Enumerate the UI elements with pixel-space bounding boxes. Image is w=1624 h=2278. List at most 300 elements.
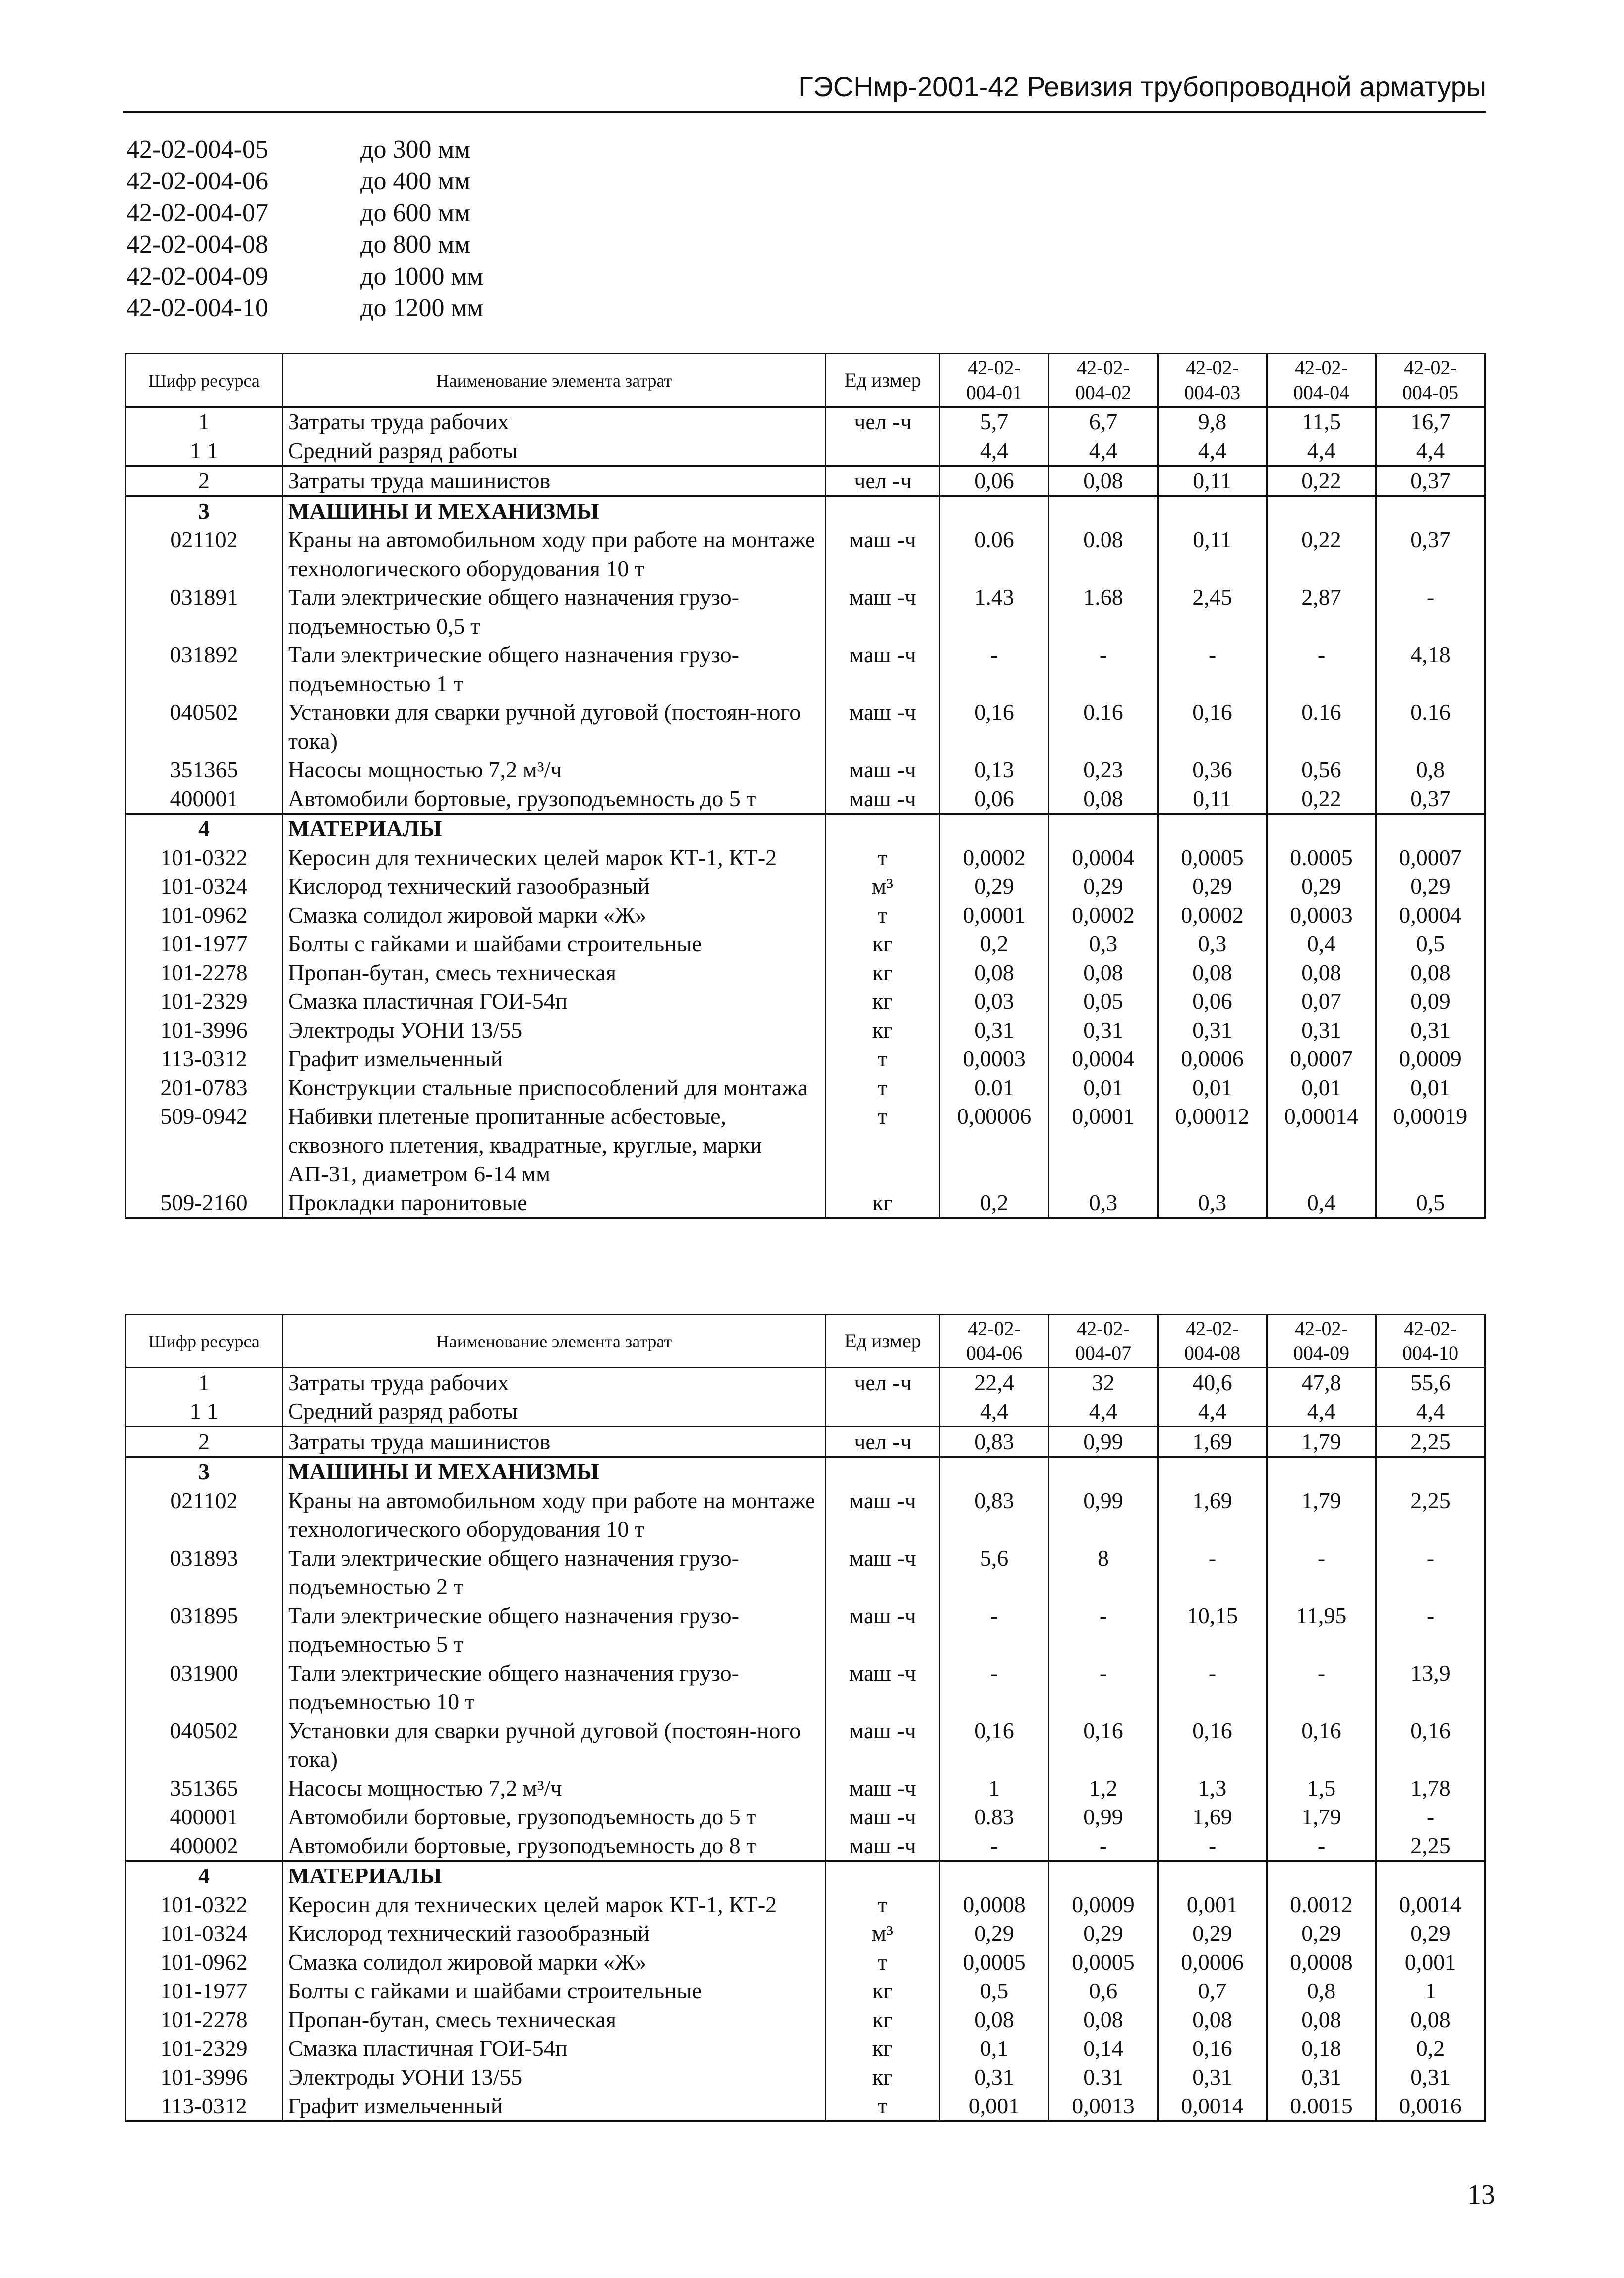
cost-element-name-cell: Керосин для технических целей марок КТ-1, КТ-2 xyxy=(283,1890,826,1919)
value-cell: 55,6 xyxy=(1376,1368,1485,1398)
value-cell: 4,4 xyxy=(1158,436,1267,466)
value-cell: 0,01 xyxy=(1267,1073,1376,1102)
item-description: до 300 мм xyxy=(360,135,471,164)
resource-code-cell: 101-3996 xyxy=(126,2063,283,2092)
value-cell: 1 xyxy=(1376,1977,1485,2005)
value-cell: 0,13 xyxy=(940,756,1049,784)
value-cell: 0,0002 xyxy=(1049,901,1158,930)
code-list-item xyxy=(126,134,483,166)
resource-code-cell: 031900 xyxy=(126,1659,283,1716)
value-cell: 4,4 xyxy=(1267,1397,1376,1427)
unit-cell: маш -ч xyxy=(826,526,940,583)
value-cell: 0,001 xyxy=(1158,1890,1267,1919)
table-row xyxy=(126,987,1485,1016)
value-cell xyxy=(1049,1861,1158,1891)
unit-cell: т xyxy=(826,1073,940,1102)
value-cell: - xyxy=(940,1601,1049,1659)
resource-code-cell: 509-2160 xyxy=(126,1188,283,1218)
value-cell xyxy=(1158,1861,1267,1891)
value-cell: 0,0005 xyxy=(940,1948,1049,1977)
unit-cell: т xyxy=(826,843,940,872)
resource-code-cell: 4 xyxy=(126,1861,283,1891)
cost-element-name-cell: Тали электрические общего назначения грузо-подъемностью 1 т xyxy=(283,641,826,698)
header-col-1: 42-02- 004-06 xyxy=(940,1315,1049,1368)
value-cell: 0,09 xyxy=(1376,987,1485,1016)
value-cell: 0,06 xyxy=(1158,987,1267,1016)
table-row xyxy=(126,583,1485,641)
value-cell xyxy=(940,1457,1049,1487)
code-list-item xyxy=(126,292,483,324)
value-cell xyxy=(1158,496,1267,526)
cost-element-name-cell: Насосы мощностью 7,2 м³/ч xyxy=(283,1774,826,1803)
table-row xyxy=(126,901,1485,930)
value-cell: 0,31 xyxy=(1267,1016,1376,1045)
resource-code-cell: 1 xyxy=(126,1368,283,1398)
resource-code-cell: 101-2329 xyxy=(126,2034,283,2063)
value-cell: 0,0005 xyxy=(1158,843,1267,872)
value-cell: 0,08 xyxy=(1158,958,1267,987)
value-cell: 0.16 xyxy=(1049,698,1158,756)
header-code: Шифр ресурса xyxy=(126,1315,283,1368)
unit-cell: кг xyxy=(826,1188,940,1218)
value-cell: 9,8 xyxy=(1158,407,1267,437)
value-cell: 10,15 xyxy=(1158,1601,1267,1659)
value-cell: - xyxy=(1267,641,1376,698)
value-cell xyxy=(1376,496,1485,526)
value-cell xyxy=(1049,496,1158,526)
item-code: 42-02-004-08 xyxy=(126,231,268,259)
value-cell: 0,00019 xyxy=(1376,1102,1485,1188)
cost-element-name-cell: Конструкции стальные приспособлений для монтажа xyxy=(283,1073,826,1102)
value-cell: 0.0012 xyxy=(1267,1890,1376,1919)
table-row xyxy=(126,466,1485,496)
unit-cell: чел -ч xyxy=(826,1368,940,1398)
resource-code-cell: 1 1 xyxy=(126,436,283,466)
table-row xyxy=(126,1948,1485,1977)
unit-cell: т xyxy=(826,1948,940,1977)
unit-cell: кг xyxy=(826,930,940,958)
resource-code-cell: 101-3996 xyxy=(126,1016,283,1045)
unit-cell: кг xyxy=(826,1016,940,1045)
cost-element-name-cell: Тали электрические общего назначения грузо-подъемностью 10 т xyxy=(283,1659,826,1716)
value-cell: 1,69 xyxy=(1158,1803,1267,1831)
cost-element-name-cell: Установки для сварки ручной дуговой (постоян-ного тока) xyxy=(283,1716,826,1774)
value-cell: 0,0004 xyxy=(1376,901,1485,930)
value-cell: 0,18 xyxy=(1267,2034,1376,2063)
cost-element-name-cell: Краны на автомобильном ходу при работе на монтаже технологического оборудования 10 т xyxy=(283,526,826,583)
value-cell: 0,2 xyxy=(940,930,1049,958)
header-unit: Ед измер xyxy=(826,1315,940,1368)
value-cell: 0,00014 xyxy=(1267,1102,1376,1188)
resource-code-cell: 400002 xyxy=(126,1831,283,1861)
value-cell: 11,95 xyxy=(1267,1601,1376,1659)
code-list xyxy=(126,134,483,324)
unit-cell: кг xyxy=(826,2005,940,2034)
value-cell: 0,37 xyxy=(1376,526,1485,583)
resource-code-cell: 3 xyxy=(126,1457,283,1487)
table-row xyxy=(126,843,1485,872)
value-cell xyxy=(1049,814,1158,844)
value-cell: 40,6 xyxy=(1158,1368,1267,1398)
value-cell: 1,79 xyxy=(1267,1427,1376,1457)
cost-element-name-cell: Кислород технический газообразный xyxy=(283,872,826,901)
resource-code-cell: 101-2329 xyxy=(126,987,283,1016)
item-description: до 1000 мм xyxy=(360,262,484,291)
resource-code-cell: 3 xyxy=(126,496,283,526)
cost-element-name-cell: Набивки плетеные пропитанные асбестовые, сквозного плетения, квадратные, круглые, марки АП-31, диаметром 6-14 мм xyxy=(283,1102,826,1188)
value-cell: 1,3 xyxy=(1158,1774,1267,1803)
cost-element-name-cell: Автомобили бортовые, грузоподъемность до 8 т xyxy=(283,1831,826,1861)
unit-cell: маш -ч xyxy=(826,1831,940,1861)
value-cell: 0,31 xyxy=(940,2063,1049,2092)
table-row xyxy=(126,930,1485,958)
value-cell: 2,87 xyxy=(1267,583,1376,641)
value-cell: 0,99 xyxy=(1049,1427,1158,1457)
resource-code-cell: 113-0312 xyxy=(126,1045,283,1073)
resource-table-2 xyxy=(125,1314,1486,2122)
value-cell: 1,79 xyxy=(1267,1486,1376,1544)
value-cell: 0,01 xyxy=(1158,1073,1267,1102)
unit-cell: кг xyxy=(826,1977,940,2005)
cost-element-name-cell: Электроды УОНИ 13/55 xyxy=(283,2063,826,2092)
unit-cell: м³ xyxy=(826,872,940,901)
cost-element-name-cell: Краны на автомобильном ходу при работе на монтаже технологического оборудования 10 т xyxy=(283,1486,826,1544)
table-row xyxy=(126,1919,1485,1948)
value-cell: 1,5 xyxy=(1267,1774,1376,1803)
resource-code-cell: 400001 xyxy=(126,1803,283,1831)
cost-element-name-cell: Затраты труда рабочих xyxy=(283,1368,826,1398)
value-cell: 0,31 xyxy=(1158,2063,1267,2092)
table-row xyxy=(126,1890,1485,1919)
value-cell: 0.06 xyxy=(940,526,1049,583)
cost-element-name-cell: Смазка пластичная ГОИ-54п xyxy=(283,987,826,1016)
cost-element-name-cell: Установки для сварки ручной дуговой (постоян-ного тока) xyxy=(283,698,826,756)
cost-element-name-cell: Прокладки паронитовые xyxy=(283,1188,826,1218)
resource-code-cell: 101-1977 xyxy=(126,930,283,958)
table-row xyxy=(126,1427,1485,1457)
value-cell: 0,22 xyxy=(1267,526,1376,583)
unit-cell: маш -ч xyxy=(826,1803,940,1831)
value-cell: 0,0003 xyxy=(940,1045,1049,1073)
unit-cell xyxy=(826,1397,940,1427)
value-cell: 0,99 xyxy=(1049,1486,1158,1544)
header-col-4: 42-02- 004-04 xyxy=(1267,354,1376,407)
value-cell: 0.16 xyxy=(1376,698,1485,756)
value-cell: 0,0007 xyxy=(1376,843,1485,872)
cost-element-name-cell: Графит измельченный xyxy=(283,1045,826,1073)
value-cell: 1.68 xyxy=(1049,583,1158,641)
value-cell: - xyxy=(1158,1544,1267,1601)
value-cell: 0,0004 xyxy=(1049,843,1158,872)
value-cell: - xyxy=(1049,1659,1158,1716)
table-row xyxy=(126,1831,1485,1861)
value-cell: 47,8 xyxy=(1267,1368,1376,1398)
item-description: до 600 мм xyxy=(360,199,471,227)
value-cell: 0.0005 xyxy=(1267,843,1376,872)
value-cell: 0,08 xyxy=(1158,2005,1267,2034)
value-cell: 0,3 xyxy=(1158,930,1267,958)
header-col-5: 42-02- 004-05 xyxy=(1376,354,1485,407)
unit-cell: маш -ч xyxy=(826,1659,940,1716)
value-cell: 0,16 xyxy=(1158,1716,1267,1774)
unit-cell: маш -ч xyxy=(826,698,940,756)
value-cell: 0,08 xyxy=(1049,2005,1158,2034)
resource-code-cell: 101-0324 xyxy=(126,1919,283,1948)
value-cell xyxy=(1267,1457,1376,1487)
section-title-cell: МАШИНЫ И МЕХАНИЗМЫ xyxy=(283,496,826,526)
table-row xyxy=(126,1073,1485,1102)
value-cell: 0,56 xyxy=(1267,756,1376,784)
header-rule xyxy=(123,111,1486,113)
cost-element-name-cell: Болты с гайками и шайбами строительные xyxy=(283,1977,826,2005)
resource-code-cell: 351365 xyxy=(126,756,283,784)
value-cell xyxy=(1158,1457,1267,1487)
value-cell: 4,18 xyxy=(1376,641,1485,698)
section-row xyxy=(126,1457,1485,1487)
table-header-row xyxy=(126,1315,1485,1368)
table-body xyxy=(126,407,1485,1218)
value-cell: - xyxy=(1049,1601,1158,1659)
value-cell: 13,9 xyxy=(1376,1659,1485,1716)
item-description: до 1200 мм xyxy=(360,294,484,322)
value-cell: - xyxy=(940,1659,1049,1716)
value-cell: 6,7 xyxy=(1049,407,1158,437)
value-cell: 0,29 xyxy=(1376,872,1485,901)
table-row xyxy=(126,1368,1485,1398)
value-cell: 0,4 xyxy=(1267,1188,1376,1218)
table-row xyxy=(126,1397,1485,1427)
value-cell: 0,29 xyxy=(940,1919,1049,1948)
value-cell: 0,0007 xyxy=(1267,1045,1376,1073)
resource-code-cell: 031895 xyxy=(126,1601,283,1659)
cost-element-name-cell: Тали электрические общего назначения грузо-подъемностью 5 т xyxy=(283,1601,826,1659)
unit-cell: кг xyxy=(826,2063,940,2092)
value-cell: 0,08 xyxy=(1049,466,1158,496)
value-cell: 0,05 xyxy=(1049,987,1158,1016)
item-code: 42-02-004-05 xyxy=(126,135,268,164)
table-row xyxy=(126,1544,1485,1601)
header-col-4: 42-02- 004-09 xyxy=(1267,1315,1376,1368)
value-cell: 0,14 xyxy=(1049,2034,1158,2063)
value-cell: 0,0001 xyxy=(1049,1102,1158,1188)
value-cell: 0.31 xyxy=(1049,2063,1158,2092)
resource-code-cell: 040502 xyxy=(126,1716,283,1774)
resource-code-cell: 101-0322 xyxy=(126,843,283,872)
value-cell: 0,16 xyxy=(1158,698,1267,756)
unit-cell: кг xyxy=(826,987,940,1016)
value-cell: 4,4 xyxy=(1049,1397,1158,1427)
resource-code-cell: 4 xyxy=(126,814,283,844)
unit-cell xyxy=(826,1457,940,1487)
cost-element-name-cell: Средний разряд работы xyxy=(283,436,826,466)
value-cell: 0,16 xyxy=(1267,1716,1376,1774)
value-cell: 2,25 xyxy=(1376,1427,1485,1457)
value-cell: 0,6 xyxy=(1049,1977,1158,2005)
value-cell: 0,31 xyxy=(1158,1016,1267,1045)
value-cell: 1,69 xyxy=(1158,1486,1267,1544)
value-cell: 0,0009 xyxy=(1049,1890,1158,1919)
cost-element-name-cell: Затраты труда машинистов xyxy=(283,466,826,496)
value-cell: 0,0005 xyxy=(1049,1948,1158,1977)
value-cell: 0,2 xyxy=(940,1188,1049,1218)
value-cell: 0,0004 xyxy=(1049,1045,1158,1073)
value-cell: 16,7 xyxy=(1376,407,1485,437)
cost-element-name-cell: Смазка солидол жировой марки «Ж» xyxy=(283,901,826,930)
page-number: 13 xyxy=(1467,2179,1495,2210)
unit-cell: маш -ч xyxy=(826,641,940,698)
resource-code-cell: 351365 xyxy=(126,1774,283,1803)
section-title-cell: МАТЕРИАЛЫ xyxy=(283,814,826,844)
cost-element-name-cell: Тали электрические общего назначения грузо-подъемностью 0,5 т xyxy=(283,583,826,641)
value-cell: 0,0009 xyxy=(1376,1045,1485,1073)
table-row xyxy=(126,2092,1485,2121)
value-cell: 0,4 xyxy=(1267,930,1376,958)
value-cell: 0,36 xyxy=(1158,756,1267,784)
value-cell: 0,11 xyxy=(1158,466,1267,496)
table-row xyxy=(126,2063,1485,2092)
value-cell: 0,0006 xyxy=(1158,1948,1267,1977)
resource-code-cell: 101-0962 xyxy=(126,901,283,930)
value-cell: 0,5 xyxy=(1376,930,1485,958)
resource-code-cell: 031891 xyxy=(126,583,283,641)
value-cell: 0,06 xyxy=(940,784,1049,814)
value-cell: - xyxy=(940,641,1049,698)
table-row xyxy=(126,1803,1485,1831)
unit-cell: т xyxy=(826,1102,940,1188)
unit-cell: т xyxy=(826,1890,940,1919)
resource-code-cell: 031893 xyxy=(126,1544,283,1601)
value-cell: 0,22 xyxy=(1267,784,1376,814)
unit-cell: маш -ч xyxy=(826,1486,940,1544)
value-cell: 2,25 xyxy=(1376,1831,1485,1861)
cost-element-name-cell: Средний разряд работы xyxy=(283,1397,826,1427)
value-cell: - xyxy=(940,1831,1049,1861)
value-cell: 0,16 xyxy=(1049,1716,1158,1774)
table-body xyxy=(126,1368,1485,2121)
table-row xyxy=(126,2034,1485,2063)
cost-element-name-cell: Автомобили бортовые, грузоподъемность до 5 т xyxy=(283,784,826,814)
value-cell: 0,29 xyxy=(1267,1919,1376,1948)
value-cell: 1,2 xyxy=(1049,1774,1158,1803)
cost-element-name-cell: Болты с гайками и шайбами строительные xyxy=(283,930,826,958)
value-cell: 4,4 xyxy=(940,1397,1049,1427)
value-cell: 5,7 xyxy=(940,407,1049,437)
resource-code-cell: 040502 xyxy=(126,698,283,756)
item-code: 42-02-004-09 xyxy=(126,262,268,291)
section-row xyxy=(126,1861,1485,1891)
resource-code-cell: 101-0324 xyxy=(126,872,283,901)
header-col-3: 42-02- 004-03 xyxy=(1158,354,1267,407)
value-cell: 0,08 xyxy=(1267,958,1376,987)
unit-cell: маш -ч xyxy=(826,756,940,784)
value-cell: 0,16 xyxy=(1158,2034,1267,2063)
value-cell xyxy=(940,1861,1049,1891)
unit-cell: маш -ч xyxy=(826,1716,940,1774)
value-cell xyxy=(1049,1457,1158,1487)
header-col-1: 42-02- 004-01 xyxy=(940,354,1049,407)
value-cell: - xyxy=(1267,1544,1376,1601)
value-cell: 0,31 xyxy=(1049,1016,1158,1045)
value-cell: 0,83 xyxy=(940,1427,1049,1457)
section-title-cell: МАТЕРИАЛЫ xyxy=(283,1861,826,1891)
value-cell: 0,0006 xyxy=(1158,1045,1267,1073)
value-cell: 0,11 xyxy=(1158,526,1267,583)
value-cell: 0,31 xyxy=(1376,2063,1485,2092)
table-row xyxy=(126,641,1485,698)
cost-element-name-cell: Электроды УОНИ 13/55 xyxy=(283,1016,826,1045)
value-cell: 4,4 xyxy=(1049,436,1158,466)
resource-table-1 xyxy=(125,353,1486,1219)
unit-cell xyxy=(826,1861,940,1891)
unit-cell xyxy=(826,496,940,526)
header-col-5: 42-02- 004-10 xyxy=(1376,1315,1485,1368)
table-row xyxy=(126,698,1485,756)
value-cell: 0,0008 xyxy=(1267,1948,1376,1977)
value-cell: 0,11 xyxy=(1158,784,1267,814)
value-cell: 0.0015 xyxy=(1267,2092,1376,2121)
resource-code-cell: 101-0322 xyxy=(126,1890,283,1919)
item-code: 42-02-004-10 xyxy=(126,294,268,322)
resource-code-cell: 021102 xyxy=(126,1486,283,1544)
value-cell: 4,4 xyxy=(1267,436,1376,466)
resource-code-cell: 201-0783 xyxy=(126,1073,283,1102)
unit-cell: маш -ч xyxy=(826,583,940,641)
value-cell xyxy=(1267,1861,1376,1891)
code-list-item xyxy=(126,261,483,292)
resource-code-cell: 2 xyxy=(126,466,283,496)
section-title-cell: МАШИНЫ И МЕХАНИЗМЫ xyxy=(283,1457,826,1487)
value-cell: - xyxy=(1049,1831,1158,1861)
resource-code-cell: 400001 xyxy=(126,784,283,814)
table-row xyxy=(126,1716,1485,1774)
unit-cell xyxy=(826,814,940,844)
value-cell: - xyxy=(1158,641,1267,698)
resource-code-cell: 101-2278 xyxy=(126,2005,283,2034)
value-cell: 0,8 xyxy=(1376,756,1485,784)
table-row xyxy=(126,1774,1485,1803)
resource-code-cell: 021102 xyxy=(126,526,283,583)
value-cell: 0,99 xyxy=(1049,1803,1158,1831)
value-cell: 0,29 xyxy=(1158,872,1267,901)
value-cell: 0.83 xyxy=(940,1803,1049,1831)
value-cell: 0,08 xyxy=(1049,958,1158,987)
value-cell: 4,4 xyxy=(1158,1397,1267,1427)
value-cell: 0,3 xyxy=(1158,1188,1267,1218)
table-row xyxy=(126,526,1485,583)
cost-element-name-cell: Графит измельченный xyxy=(283,2092,826,2121)
resource-code-cell: 101-2278 xyxy=(126,958,283,987)
value-cell: 1.43 xyxy=(940,583,1049,641)
value-cell: 1 xyxy=(940,1774,1049,1803)
table-row xyxy=(126,1102,1485,1188)
value-cell: 0,2 xyxy=(1376,2034,1485,2063)
table-row xyxy=(126,756,1485,784)
table-row xyxy=(126,436,1485,466)
value-cell: 0,3 xyxy=(1049,1188,1158,1218)
value-cell: 0,29 xyxy=(1049,872,1158,901)
value-cell: - xyxy=(1267,1831,1376,1861)
unit-cell: т xyxy=(826,2092,940,2121)
unit-cell: т xyxy=(826,1045,940,1073)
unit-cell: чел -ч xyxy=(826,407,940,437)
cost-element-name-cell: Пропан-бутан, смесь техническая xyxy=(283,2005,826,2034)
value-cell: 0,08 xyxy=(1267,2005,1376,2034)
resource-code-cell: 101-1977 xyxy=(126,1977,283,2005)
value-cell: - xyxy=(1049,641,1158,698)
value-cell: 0,31 xyxy=(1376,1016,1485,1045)
value-cell: 4,4 xyxy=(1376,436,1485,466)
value-cell: 0,8 xyxy=(1267,1977,1376,2005)
